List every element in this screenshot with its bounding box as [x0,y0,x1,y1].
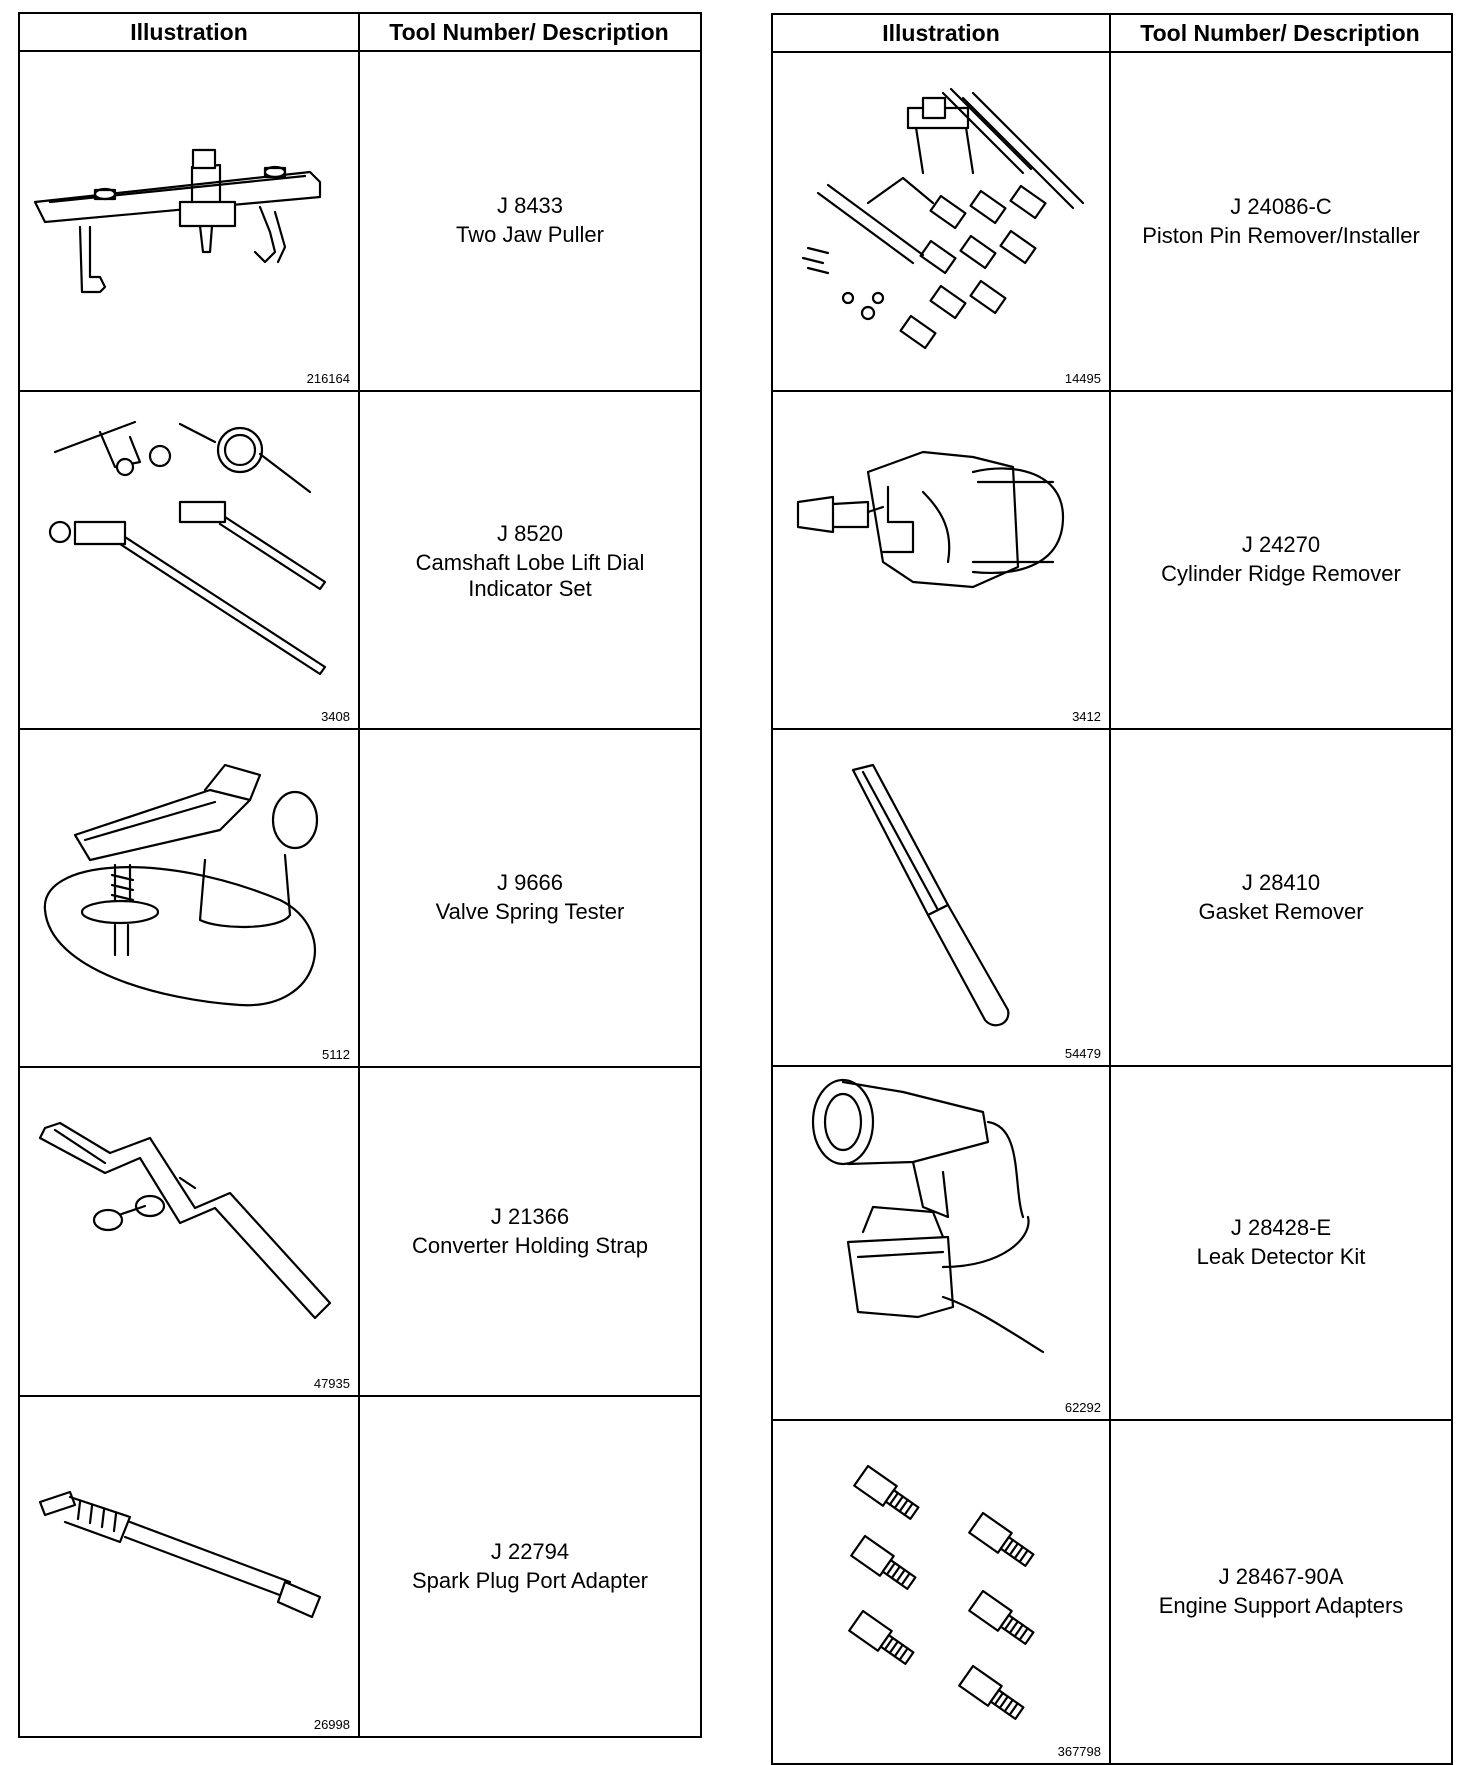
table-row [20,1397,700,1736]
tool-description [360,730,700,1066]
support-adapters-icon [773,1421,1109,1763]
header-illustration: Illustration [130,18,248,45]
leak-detector-icon [773,1067,1109,1419]
table-row [773,1067,1451,1421]
table-row [20,392,700,730]
tool-description [360,1397,700,1736]
table-row [20,730,700,1068]
table-row [773,392,1451,730]
figure-number: 3412 [1072,709,1101,724]
illustration-cell [20,730,358,1066]
figure-number: 5112 [322,1047,350,1062]
tool-number: J 28467-90A [1218,1564,1344,1590]
tool-description [1111,1067,1451,1419]
tool-name: Gasket Remover [1198,898,1364,924]
table-header [773,15,1451,53]
figure-number: 216164 [306,371,350,386]
tool-number: J 28410 [1241,869,1321,895]
tool-number: J 8520 [496,521,564,547]
table-row [773,730,1451,1067]
tool-name: Leak Detector Kit [1196,1244,1366,1269]
table-row [20,1068,700,1397]
header-description: Tool Number/ Description [1140,19,1420,46]
table-row [20,52,700,392]
figure-number: 47935 [313,1376,350,1391]
tool-name-line2: Indicator Set [468,575,592,601]
figure-number: 367798 [1057,1744,1101,1759]
gasket-scraper-icon [773,730,1109,1065]
tool-description [1111,392,1451,728]
figure-number: 26998 [313,1717,350,1732]
header-illustration: Illustration [882,19,1000,46]
two-jaw-puller-icon [20,52,358,390]
illustration-cell [773,53,1109,390]
illustration-cell [773,392,1109,728]
table-header [20,14,700,52]
holding-strap-icon [20,1068,358,1395]
tool-name: Piston Pin Remover/Installer [1142,222,1420,248]
tool-name: Cylinder Ridge Remover [1161,561,1401,586]
tool-number: J 9666 [496,870,564,896]
tool-number: J 24086-C [1230,193,1332,219]
illustration-cell [20,1397,358,1736]
tool-name: Converter Holding Strap [411,1232,648,1258]
figure-number: 14495 [1064,371,1101,386]
figure-number: 62292 [1064,1400,1101,1415]
illustration-cell [20,1068,358,1395]
tool-name: Valve Spring Tester [435,899,625,924]
tool-description [1111,53,1451,390]
header-description: Tool Number/ Description [389,18,669,45]
ridge-remover-icon [773,392,1109,728]
tool-description [1111,730,1451,1065]
figure-number: 54479 [1064,1046,1101,1061]
tool-number: J 22794 [490,1538,570,1564]
figure-number: 3408 [321,709,350,724]
tool-name: Camshaft Lobe Lift Dial [415,550,645,575]
valve-spring-tester-icon [20,730,358,1066]
tool-number: J 28428-E [1230,1215,1332,1241]
tool-number: J 21366 [490,1203,570,1229]
tool-name: Spark Plug Port Adapter [411,1567,649,1593]
illustration-cell [20,392,358,728]
tool-description [360,1068,700,1395]
illustration-cell [773,1421,1109,1763]
tool-name: Engine Support Adapters [1158,1593,1404,1618]
tool-table-left [18,12,702,1738]
dial-indicator-set-icon [20,392,358,728]
table-row [773,1421,1451,1763]
table-row [773,53,1451,392]
illustration-cell [20,52,358,390]
illustration-cell [773,730,1109,1065]
tool-number: J 8433 [496,193,564,219]
spark-plug-adapter-icon [20,1397,358,1736]
tool-description [360,52,700,390]
tool-name: Two Jaw Puller [456,222,604,247]
illustration-cell [773,1067,1109,1419]
piston-pin-kit-icon [773,53,1109,390]
tool-number: J 24270 [1241,532,1321,558]
tool-table-right [771,13,1453,1765]
tool-description [1111,1421,1451,1763]
tool-description [360,392,700,728]
